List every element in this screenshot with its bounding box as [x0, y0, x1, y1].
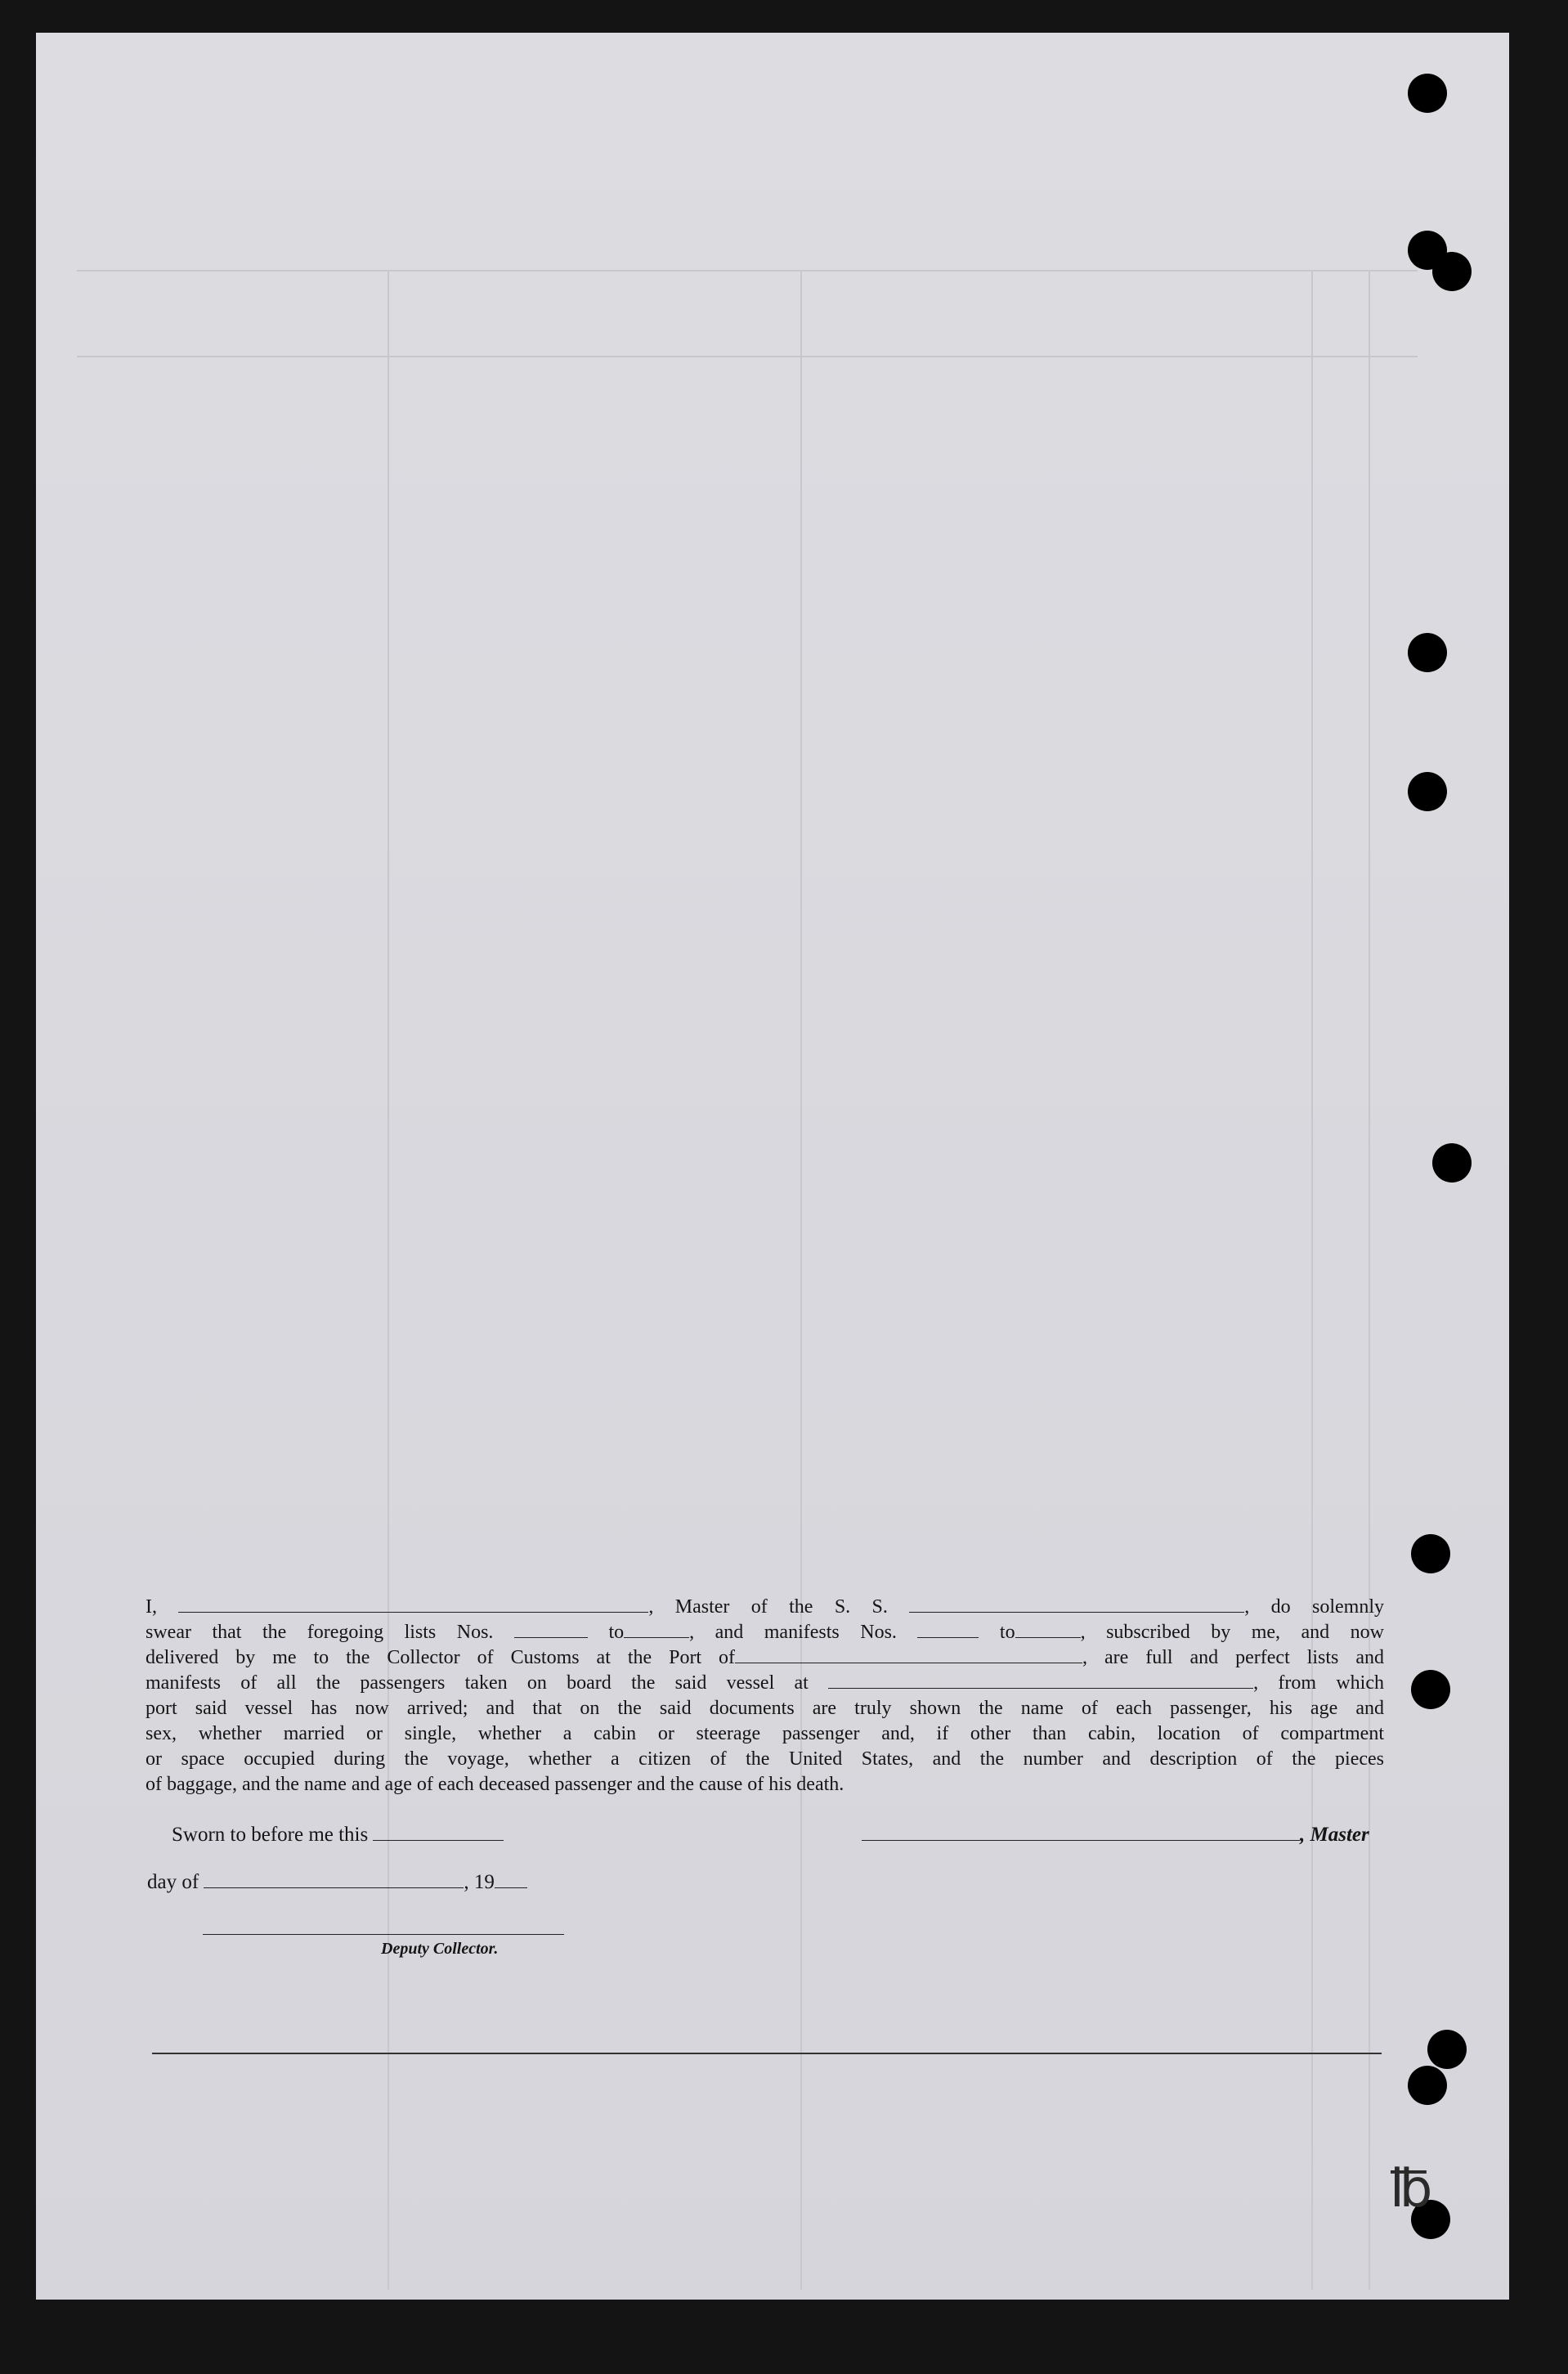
subscribed-label: , subscribed by me, and now — [1080, 1622, 1385, 1643]
oath-line-2 — [146, 1620, 1384, 1645]
oath-line-8: of baggage, and the name and age of each deceased passenger and the cause of his death. — [146, 1774, 844, 1795]
vessel-port-blank[interactable] — [828, 1673, 1253, 1689]
year-blank[interactable] — [495, 1873, 527, 1888]
master-signature-blank[interactable] — [862, 1825, 1300, 1841]
manifests-of-label: manifests of all the passengers taken on board the said vessel at — [146, 1672, 809, 1694]
to-label-2: to — [999, 1622, 1015, 1643]
month-blank[interactable] — [204, 1873, 464, 1888]
punch-hole — [1408, 74, 1447, 113]
punch-hole — [1408, 2066, 1447, 2105]
bleed-through-column — [1311, 270, 1313, 2290]
oath-line-5: port said vessel has now arrived; and that on the said documents are truly shown the name of each passenger, his age and — [146, 1698, 1384, 1719]
oath-i-label: I, — [146, 1596, 157, 1618]
bleed-through-rule — [77, 356, 1418, 357]
master-oath-paragraph — [146, 1595, 1384, 1797]
handwritten-mark: ℔ — [1390, 2159, 1433, 2219]
punch-hole — [1408, 772, 1447, 811]
delivered-label: delivered by me to the Collector of Customs at the Port of — [146, 1647, 736, 1668]
from-which-label: , from which — [1253, 1672, 1384, 1694]
port-blank[interactable] — [735, 1648, 1082, 1663]
punch-hole — [1427, 2030, 1467, 2069]
deputy-signature-line[interactable] — [203, 1934, 564, 1935]
oath-line-7: or space occupied during the voyage, whether a citizen of the United States, and the number and description of the pieces — [146, 1748, 1384, 1770]
punch-hole — [1408, 633, 1447, 672]
master-of-ss-label: , Master of the S. S. — [648, 1596, 888, 1618]
document-page — [36, 33, 1509, 2300]
punch-hole — [1432, 252, 1472, 291]
bleed-through-column — [800, 270, 802, 2290]
full-perfect-label: , are full and perfect lists and — [1082, 1647, 1384, 1668]
bleed-through-rule — [77, 270, 1418, 272]
sworn-day-blank[interactable] — [373, 1825, 504, 1841]
bleed-through-column — [1369, 270, 1370, 2290]
oath-line-3 — [146, 1645, 1384, 1671]
sworn-line — [172, 1824, 504, 1847]
swear-label: swear that the foregoing lists Nos. — [146, 1622, 494, 1643]
oath-line-6: sex, whether married or single, whether a cabin or steerage passenger and, if other than cabin, location of compartment — [146, 1723, 1384, 1744]
punch-hole — [1411, 1534, 1450, 1573]
day-of-line — [147, 1871, 527, 1894]
bleed-through-column — [388, 270, 389, 2290]
manifests-to-blank[interactable] — [1015, 1622, 1081, 1638]
deputy-collector-label: Deputy Collector. — [381, 1940, 499, 1958]
sworn-label: Sworn to before me this — [172, 1824, 369, 1846]
master-name-blank[interactable] — [178, 1597, 648, 1613]
day-of-label: day of — [147, 1871, 199, 1893]
master-signature-line — [862, 1824, 1369, 1847]
oath-line-1 — [146, 1595, 1384, 1620]
punch-hole — [1432, 1143, 1472, 1183]
to-label-1: to — [608, 1622, 625, 1643]
page-divider — [152, 2053, 1382, 2054]
oath-line-4 — [146, 1671, 1384, 1696]
manifests-from-blank[interactable] — [917, 1622, 979, 1638]
lists-to-blank[interactable] — [624, 1622, 689, 1638]
do-solemnly-label: , do solemnly — [1244, 1596, 1385, 1618]
ship-name-blank[interactable] — [909, 1597, 1244, 1613]
punch-hole — [1411, 1670, 1450, 1709]
year-label: , 19 — [464, 1871, 495, 1893]
and-manifests-label: , and manifests Nos. — [689, 1622, 897, 1643]
master-label: , Master — [1300, 1824, 1369, 1846]
lists-from-blank[interactable] — [514, 1622, 588, 1638]
